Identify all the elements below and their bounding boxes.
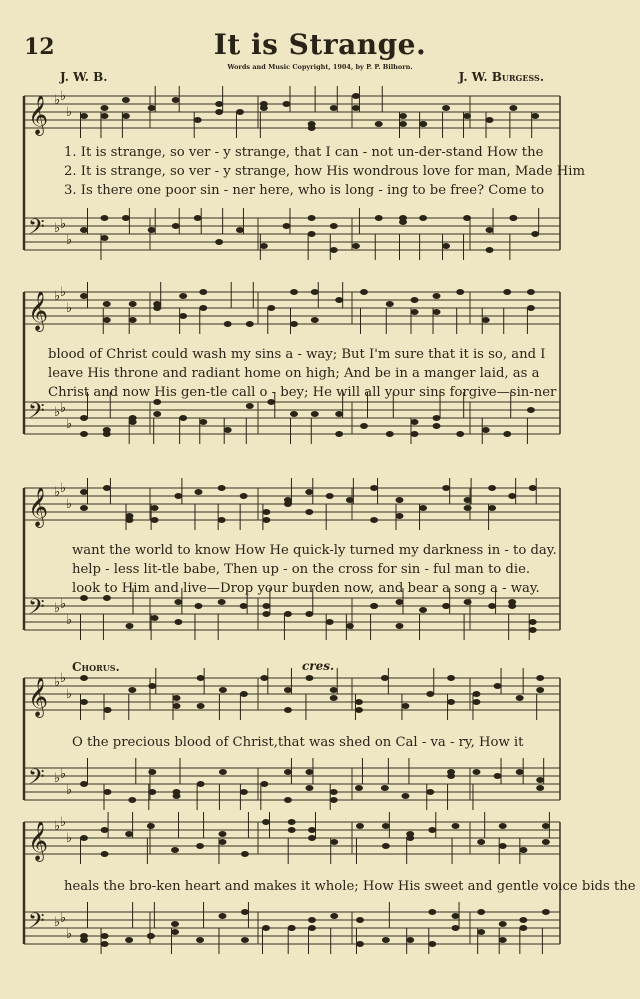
- svg-text:♭: ♭: [54, 601, 61, 616]
- svg-text:♭: ♭: [60, 89, 67, 104]
- svg-text:♭: ♭: [66, 831, 73, 846]
- svg-text:𝄢: 𝄢: [28, 215, 45, 245]
- hymn-title: It is Strange.: [213, 28, 427, 61]
- svg-text:♭: ♭: [54, 675, 61, 690]
- svg-text:♭: ♭: [54, 405, 61, 420]
- svg-text:♭: ♭: [60, 911, 67, 926]
- composer: J. W. Burgess.: [458, 70, 544, 84]
- svg-text:♭: ♭: [60, 481, 67, 496]
- svg-text:♭: ♭: [54, 93, 61, 108]
- svg-text:♭: ♭: [66, 613, 73, 628]
- verse3-line1: 3. Is there one poor sin - ner here, who is long - ing to be free? Come to: [64, 183, 545, 198]
- verse3-line2: Christ and now His gen-tle call o - bey; He will all your sins forgive—sin-ner: [48, 385, 557, 400]
- svg-text:♭: ♭: [66, 687, 73, 702]
- chorus-line1: O the precious blood of Christ,that was shed on Cal - va - ry, How it: [72, 735, 524, 750]
- svg-text:♭: ♭: [60, 401, 67, 416]
- verse1-line2: blood of Christ could wash my sins a - way; But I'm sure that it is so, and I: [48, 347, 546, 362]
- svg-text:♭: ♭: [54, 771, 61, 786]
- svg-text:♭: ♭: [54, 485, 61, 500]
- svg-text:𝄢: 𝄢: [28, 595, 45, 625]
- svg-text:♭: ♭: [60, 285, 67, 300]
- chorus-line2: heals the bro-ken heart and makes it whole; How His sweet and gentle voice bids the: [64, 879, 636, 894]
- verse1-line1: 1. It is strange, so ver - y strange, that I can - not un-der-stand How the: [64, 145, 544, 160]
- svg-text:♭: ♭: [66, 927, 73, 942]
- verse3-line3: look to Him and live—Drop your burden now, and bear a song a - way.: [72, 581, 540, 596]
- svg-text:𝄢: 𝄢: [28, 399, 45, 429]
- svg-text:♭: ♭: [60, 217, 67, 232]
- svg-text:♭: ♭: [66, 783, 73, 798]
- svg-text:♭: ♭: [66, 497, 73, 512]
- svg-text:♭: ♭: [60, 671, 67, 686]
- svg-text:♭: ♭: [66, 233, 73, 248]
- svg-text:𝄢: 𝄢: [28, 909, 45, 939]
- svg-text:𝄞: 𝄞: [28, 821, 49, 861]
- svg-text:♭: ♭: [66, 105, 73, 120]
- verse2-line1: 2. It is strange, so ver - y strange, how His wondrous love for man, Made Him: [64, 164, 585, 179]
- svg-text:♭: ♭: [66, 301, 73, 316]
- verse2-line2: leave His throne and radiant home on high; And be in a manger laid, as a: [48, 366, 540, 381]
- svg-text:♭: ♭: [54, 221, 61, 236]
- verse2-line3: help - less lit-tle babe, Then up - on the cross for sin - ful man to die.: [72, 562, 531, 577]
- lyricist: J. W. B.: [60, 70, 108, 84]
- svg-text:𝄞: 𝄞: [28, 487, 49, 527]
- chorus-label: Chorus.: [72, 660, 120, 674]
- page-number: 12: [24, 34, 55, 60]
- svg-text:𝄞: 𝄞: [28, 95, 49, 135]
- svg-text:♭: ♭: [60, 767, 67, 782]
- svg-text:♭: ♭: [54, 819, 61, 834]
- verse1-line3: want the world to know How He quick-ly turned my darkness in - to day.: [72, 543, 557, 558]
- svg-text:♭: ♭: [54, 915, 61, 930]
- dynamic-marking: cres.: [302, 659, 335, 673]
- svg-text:𝄢: 𝄢: [28, 765, 45, 795]
- svg-text:♭: ♭: [66, 417, 73, 432]
- svg-text:♭: ♭: [54, 289, 61, 304]
- svg-text:♭: ♭: [60, 815, 67, 830]
- copyright-line: Words and Music Copyright, 1904, by P. P. Bilhorn.: [227, 63, 413, 71]
- svg-text:𝄞: 𝄞: [28, 291, 49, 331]
- svg-text:𝄞: 𝄞: [28, 677, 49, 717]
- svg-text:♭: ♭: [60, 597, 67, 612]
